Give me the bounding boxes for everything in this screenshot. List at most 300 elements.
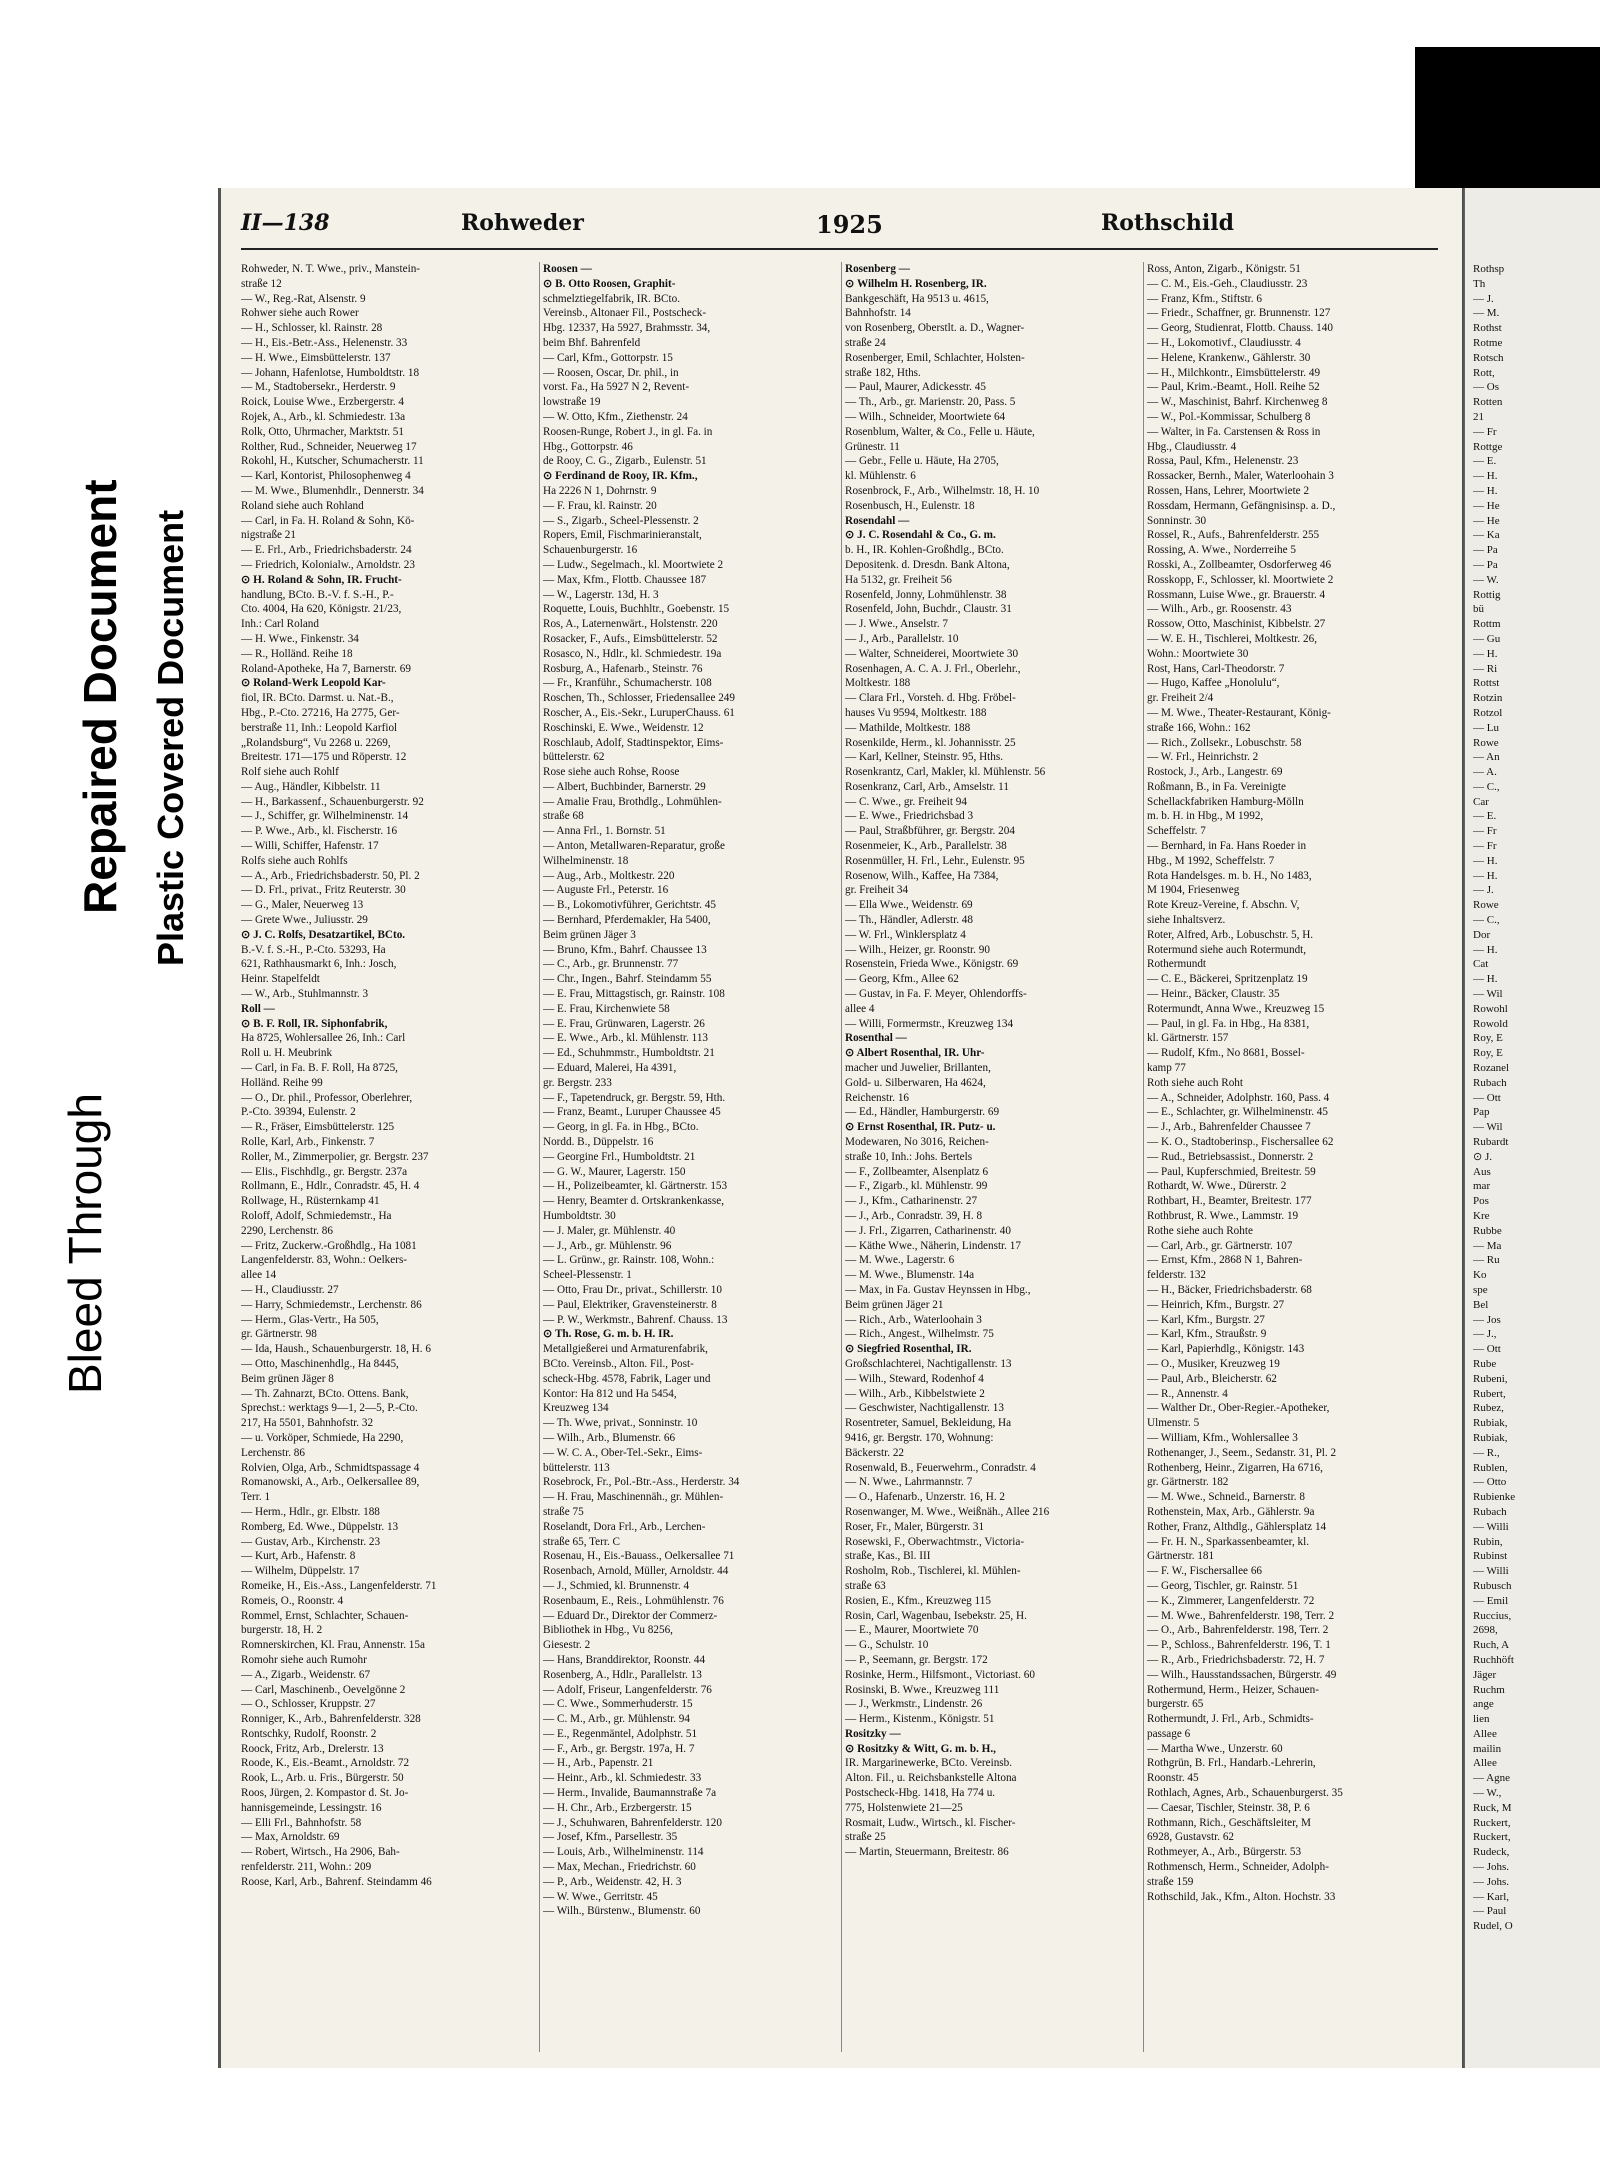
directory-page xyxy=(218,188,1468,2068)
directory-line: Rook, L., Arb. u. Fris., Bürgerstr. 50 xyxy=(241,1772,404,1785)
directory-line: 775, Holstenwiete 21—25 xyxy=(845,1801,963,1814)
directory-line: Rolk, Otto, Uhrmacher, Marktstr. 51 xyxy=(241,425,404,438)
next-page-fragment: Rothsp xyxy=(1473,263,1505,275)
directory-line: — Paul, Krim.-Beamt., Holl. Reihe 52 xyxy=(1147,381,1320,394)
directory-line: — O., Dr. phil., Professor, Oberlehrer, xyxy=(241,1091,413,1104)
next-page-fragment: — H. xyxy=(1473,484,1498,497)
directory-line: — G., Schulstr. 10 xyxy=(845,1639,929,1652)
directory-line: burgerstr. 18, H. 2 xyxy=(241,1624,323,1637)
directory-line: — C. Wwe., Sommerhuderstr. 15 xyxy=(543,1698,693,1711)
directory-line: — F., Zigarb., kl. Mühlenstr. 99 xyxy=(845,1180,988,1193)
directory-line: Ha 5132, gr. Freiheit 56 xyxy=(845,573,952,586)
directory-line: — E. Frl., Arb., Friedrichsbaderstr. 24 xyxy=(241,544,412,557)
directory-line: ⊙ Wilhelm H. Rosenberg, IR. xyxy=(845,277,987,290)
directory-line: Roonstr. 45 xyxy=(1147,1772,1199,1785)
directory-line: Ronniger, K., Arb., Bahrenfelderstr. 328 xyxy=(241,1713,421,1726)
directory-line: Roode, K., Eis.-Beamt., Arnoldstr. 72 xyxy=(241,1757,410,1770)
directory-line: Hbg., Claudiusstr. 4 xyxy=(1147,440,1237,453)
directory-line: — R., Holländ. Reihe 18 xyxy=(241,647,353,660)
directory-line: Rosenbrock, F., Arb., Wilhelmstr. 18, H. 10 xyxy=(845,484,1040,497)
directory-line: Rosholm, Rob., Tischlerei, kl. Mühlen- xyxy=(845,1565,1021,1578)
directory-line: Bankgeschäft, Ha 9513 u. 4615, xyxy=(845,292,989,305)
directory-line: Rosenhagen, A. C. A. J. Frl., Oberlehr., xyxy=(845,662,1021,675)
directory-line: — G. W., Maurer, Lagerstr. 150 xyxy=(543,1165,686,1178)
next-page-fragment: Allee xyxy=(1473,1727,1497,1740)
directory-line: — Georgine Frl., Humboldtstr. 21 xyxy=(543,1150,696,1163)
directory-line: Roschen, Th., Schlosser, Friedensallee 249 xyxy=(543,692,735,705)
directory-line: — Carl, in Fa. H. Roland & Sohn, Kö- xyxy=(241,514,415,527)
directory-line: — Heinr., Arb., kl. Schmiedestr. 33 xyxy=(543,1772,702,1785)
next-page-fragment: — Johs. xyxy=(1473,1861,1510,1874)
next-page-fragment: — J. xyxy=(1473,292,1494,305)
next-page-fragment: — R., xyxy=(1473,1446,1500,1459)
directory-line: — J., Schuhwaren, Bahrenfelderstr. 120 xyxy=(543,1816,722,1829)
directory-line: Rothmeyer, A., Arb., Bürgerstr. 53 xyxy=(1147,1846,1302,1859)
directory-line: Romberg, Ed. Wwe., Düppelstr. 13 xyxy=(241,1520,399,1533)
directory-line: Rote Kreuz-Vereine, f. Abschn. V, xyxy=(1147,899,1300,912)
directory-line: — Carl, Maschinenb., Oevelgönne 2 xyxy=(241,1683,406,1696)
directory-line: — Clara Frl., Vorsteh. d. Hbg. Fröbel- xyxy=(845,692,1016,705)
next-page-fragment: — C., xyxy=(1473,780,1500,793)
directory-line: Bibliothek in Hbg., Vu 8256, xyxy=(543,1624,673,1637)
next-page-fragment: — A. xyxy=(1473,766,1497,779)
directory-line: — Wilh., Arb., Blumenstr. 66 xyxy=(543,1431,676,1444)
directory-line: Gärtnerstr. 181 xyxy=(1147,1550,1215,1563)
directory-line: — Walther Dr., Ober-Regier.-Apotheker, xyxy=(1147,1402,1330,1415)
directory-line: — Max, in Fa. Gustav Heynssen in Hbg., xyxy=(845,1283,1031,1296)
directory-line: straße 68 xyxy=(543,810,584,823)
directory-line: Roser, Fr., Maler, Bürgerstr. 31 xyxy=(845,1520,985,1533)
next-page-fragment: — Ru xyxy=(1473,1254,1500,1267)
next-page-fragment: Rotten xyxy=(1473,396,1503,409)
directory-line: — D. Frl., privat., Fritz Reuterstr. 30 xyxy=(241,884,406,897)
directory-line: Roßmann, B., in Fa. Vereinigte xyxy=(1147,780,1287,793)
directory-line: Rosinski, B. Wwe., Kreuzweg 111 xyxy=(845,1683,1000,1696)
left-keyword: Rohweder xyxy=(461,210,584,236)
directory-line: — Wilh., Bürstenw., Blumenstr. 60 xyxy=(543,1905,701,1918)
directory-line: — Rud., Betriebsassist., Donnerstr. 2 xyxy=(1147,1150,1314,1163)
directory-line: — H. Wwe., Finkenstr. 34 xyxy=(241,632,359,645)
directory-line: — H., Eis.-Betr.-Ass., Helenenstr. 33 xyxy=(241,336,408,349)
directory-line: Alton. Fil., u. Reichsbankstelle Altona xyxy=(845,1772,1017,1785)
next-page-fragment: Rotsch xyxy=(1473,351,1504,364)
next-page-fragment: Rothst xyxy=(1473,322,1502,335)
directory-line: Rothardt, W. Wwe., Dürerstr. 2 xyxy=(1147,1180,1287,1193)
next-page-fragment: — Fr xyxy=(1473,840,1497,853)
next-page-fragment: Aus xyxy=(1473,1165,1491,1178)
directory-line: — H., Barkassenf., Schauenburgerstr. 92 xyxy=(241,795,424,808)
directory-line: — Gebr., Felle u. Häute, Ha 2705, xyxy=(845,455,999,468)
next-page-fragment: — E. xyxy=(1473,455,1497,468)
directory-line: — A., Schneider, Adolphstr. 160, Pass. 4 xyxy=(1147,1091,1330,1104)
directory-line: Kreuzweg 134 xyxy=(543,1402,609,1415)
directory-line: Roland siehe auch Rohland xyxy=(241,499,364,512)
directory-line: — Eduard Dr., Direktor der Commerz- xyxy=(543,1609,718,1622)
directory-line: lowstraße 19 xyxy=(543,396,601,409)
directory-line: Rolf siehe auch Rohlf xyxy=(241,766,339,779)
column-divider xyxy=(1143,262,1144,2052)
directory-line: Schellackfabriken Hamburg-Mölln xyxy=(1147,795,1304,808)
next-page-fragment: Rubach xyxy=(1473,1076,1507,1089)
next-page-fragment: Rube xyxy=(1473,1357,1497,1370)
next-page-fragment: Car xyxy=(1473,795,1489,808)
directory-line: Rothenstein, Max, Arb., Gählerstr. 9a xyxy=(1147,1505,1315,1518)
directory-line: — W., Reg.-Rat, Alsenstr. 9 xyxy=(241,292,366,305)
directory-line: straße 65, Terr. C xyxy=(543,1535,620,1548)
directory-line: 9416, gr. Bergstr. 170, Wohnung: xyxy=(845,1431,994,1444)
next-page-fragment: — Ma xyxy=(1473,1239,1502,1252)
directory-line: — Martin, Steuermann, Breitestr. 86 xyxy=(845,1846,1009,1859)
directory-line: Rokohl, H., Kutscher, Schumacherstr. 11 xyxy=(241,455,424,468)
directory-line: — Max, Arnoldstr. 69 xyxy=(241,1831,340,1844)
directory-line: Rothbrust, R. Wwe., Lammstr. 19 xyxy=(1147,1210,1299,1222)
directory-line: Rothmann, Rich., Geschäftsleiter, M xyxy=(1147,1816,1311,1829)
next-page-fragment: Rottm xyxy=(1473,618,1501,631)
directory-line: Ros, A., Laternenwärt., Holstenstr. 220 xyxy=(543,618,718,631)
directory-line: Terr. 1 xyxy=(241,1491,271,1504)
next-page-fragment: Rott, xyxy=(1473,366,1495,379)
directory-line: — H., Bäcker, Friedrichsbaderstr. 68 xyxy=(1147,1283,1312,1296)
directory-line: — C. E., Bäckerei, Spritzenplatz 19 xyxy=(1147,973,1308,986)
directory-line: Rojek, A., Arb., kl. Schmiedestr. 13a xyxy=(241,410,406,423)
next-page-fragment: — He xyxy=(1473,514,1500,527)
directory-line: P.-Cto. 39394, Eulenstr. 2 xyxy=(241,1106,356,1119)
next-page-fragment: Ruchhöft xyxy=(1473,1653,1514,1666)
directory-line: Ross, Anton, Zigarb., Königstr. 51 xyxy=(1147,263,1301,275)
directory-line: Rosenau, H., Eis.-Bauass., Oelkersallee 71 xyxy=(543,1550,735,1563)
next-page-fragment: — Wil xyxy=(1473,988,1503,1001)
next-page-fragment: spe xyxy=(1473,1283,1488,1296)
directory-line: Rolvien, Olga, Arb., Schmidtspassage 4 xyxy=(241,1461,420,1474)
directory-line: m. b. H. in Hbg., M 1992, xyxy=(1147,810,1264,823)
next-page-fragment: — M. xyxy=(1473,307,1500,320)
directory-line: Modewaren, No 3016, Reichen- xyxy=(845,1136,989,1149)
directory-line: — Henry, Beamter d. Ortskrankenkasse, xyxy=(543,1195,725,1208)
directory-line: — J., Arb., gr. Mühlenstr. 96 xyxy=(543,1239,672,1252)
next-page-fragment: Rubienke xyxy=(1473,1491,1516,1504)
directory-line: ⊙ Ferdinand de Rooy, IR. Kfm., xyxy=(543,470,698,483)
directory-line: — Paul, in gl. Fa. in Hbg., Ha 8381, xyxy=(1147,1017,1310,1030)
directory-line: Rotermundt, Anna Wwe., Kreuzweg 15 xyxy=(1147,1002,1325,1015)
directory-line: Rosenwanger, M. Wwe., Weißnäh., Allee 216 xyxy=(845,1505,1050,1518)
directory-line: — W. C. A., Ober-Tel.-Sekr., Eims- xyxy=(543,1446,703,1459)
directory-line: B.-V. f. S.-H., P.-Cto. 53293, Ha xyxy=(241,943,386,956)
directory-line: — Ed., Schuhmmstr., Humboldtstr. 21 xyxy=(543,1047,715,1060)
next-page-fragment: Ruckert, xyxy=(1473,1831,1511,1844)
directory-line: — J., Schmied, kl. Brunnenstr. 4 xyxy=(543,1579,690,1592)
directory-line: — J., Schiffer, gr. Wilhelminenstr. 14 xyxy=(241,810,409,823)
directory-line: — Karl, Kfm., Burgstr. 27 xyxy=(1147,1313,1265,1326)
directory-line: ⊙ J. C. Rolfs, Desatzartikel, BCto. xyxy=(241,928,406,941)
directory-line: Rothgrün, B. Frl., Handarb.-Lehrerin, xyxy=(1147,1757,1316,1770)
directory-line: — M. Wwe., Lagerstr. 6 xyxy=(845,1254,955,1267)
next-page-fragment: — Lu xyxy=(1473,721,1499,734)
directory-line: Rosenkilde, Herm., kl. Johannisstr. 25 xyxy=(845,736,1016,749)
black-corner-block xyxy=(1415,47,1600,197)
next-page-fragment: Rublen, xyxy=(1473,1461,1508,1474)
next-page-fragment: — Fr xyxy=(1473,825,1497,838)
directory-line: straße 24 xyxy=(845,336,886,349)
directory-line: „Rolandsburg“, Vu 2268 u. 2269, xyxy=(241,736,391,749)
directory-line: — M. Wwe., Blumenhdlr., Dennerstr. 34 xyxy=(241,484,424,497)
next-page-fragment: — E. xyxy=(1473,810,1497,823)
directory-line: — Anton, Metallwaren-Reparatur, große xyxy=(543,840,725,853)
directory-line: — Friedrich, Kolonialw., Arnoldstr. 23 xyxy=(241,558,415,571)
next-page-fragment: Rottig xyxy=(1473,588,1501,601)
directory-line: — N. Wwe., Lahrmannstr. 7 xyxy=(845,1476,973,1489)
plastic-covered-label: Plastic Covered Document xyxy=(150,509,191,966)
next-page-fragment: Kre xyxy=(1473,1210,1490,1222)
next-page-fragment: — W., xyxy=(1473,1787,1502,1800)
directory-line: Ha 2226 N 1, Dohrnstr. 9 xyxy=(543,484,657,497)
directory-line: straße, Kas., Bl. III xyxy=(845,1550,931,1563)
directory-line: — Herm., Invalide, Baumannstraße 7a xyxy=(543,1787,717,1800)
directory-line: Roll — xyxy=(241,1002,275,1015)
directory-line: — Carl, Arb., gr. Gärtnerstr. 107 xyxy=(1147,1239,1293,1252)
column-3 xyxy=(845,262,1141,1860)
directory-line: — M., Stadtobersekr., Herderstr. 9 xyxy=(241,381,396,394)
directory-line: vorst. Fa., Ha 5927 N 2, Revent- xyxy=(543,381,690,394)
directory-line: ⊙ Th. Rose, G. m. b. H. IR. xyxy=(543,1328,674,1341)
directory-line: — Amalie Frau, Brothdlg., Lohmühlen- xyxy=(543,795,722,808)
directory-line: Roscher, A., Eis.-Sekr., LuruperChauss. 61 xyxy=(543,706,735,719)
next-page-fragment: — Jos xyxy=(1473,1313,1501,1326)
directory-line: Ha 8725, Wohlersallee 26, Inh.: Carl xyxy=(241,1032,406,1045)
directory-line: — Aug., Händler, Kibbelstr. 11 xyxy=(241,780,381,793)
directory-line: Rossen, Hans, Lehrer, Moortwiete 2 xyxy=(1147,484,1310,497)
next-page-fragment: Rudeck, xyxy=(1473,1846,1510,1859)
directory-line: — Walter, Schneiderei, Moortwiete 30 xyxy=(845,647,1019,660)
next-page-fragment: Rubusch xyxy=(1473,1579,1512,1592)
directory-line: Rosenmüller, H. Frl., Lehr., Eulenstr. 95 xyxy=(845,854,1025,867)
directory-line: kl. Mühlenstr. 6 xyxy=(845,470,916,483)
directory-line: Rothenberg, Heinr., Zigarren, Ha 6716, xyxy=(1147,1461,1323,1474)
directory-line: — Gustav, Arb., Kirchenstr. 23 xyxy=(241,1535,381,1548)
directory-line: — H., Arb., Papenstr. 21 xyxy=(543,1757,654,1770)
directory-line: straße 12 xyxy=(241,277,282,290)
directory-line: Beim grünen Jäger 8 xyxy=(241,1372,334,1385)
directory-line: Rossmann, Luise Wwe., gr. Brauerstr. 4 xyxy=(1147,588,1326,601)
directory-line: — Bruno, Kfm., Bahrf. Chaussee 13 xyxy=(543,943,707,956)
directory-line: Rothlach, Agnes, Arb., Schauenburgerst. 35 xyxy=(1147,1787,1343,1800)
directory-line: fiol, IR. BCto. Darmst. u. Nat.-B., xyxy=(241,692,394,705)
directory-line: — P. W., Werkmstr., Bahrenf. Chauss. 13 xyxy=(543,1313,728,1326)
directory-line: Reichenstr. 16 xyxy=(845,1091,910,1104)
directory-line: beim Bhf. Bahrenfeld xyxy=(543,336,641,349)
directory-line: ⊙ B. F. Roll, IR. Siphonfabrik, xyxy=(241,1017,388,1030)
directory-line: Roosen-Runge, Robert J., in gl. Fa. in xyxy=(543,425,713,438)
directory-line: — Fr. H. N., Sparkassenbeamter, kl. xyxy=(1147,1535,1310,1548)
directory-line: — Franz, Kfm., Stiftstr. 6 xyxy=(1147,292,1262,305)
directory-line: — Mathilde, Moltkestr. 188 xyxy=(845,721,971,734)
directory-line: — F., Zollbeamter, Alsenplatz 6 xyxy=(845,1165,989,1178)
next-page-fragment: Ruchm xyxy=(1473,1683,1505,1696)
directory-line: — Eduard, Malerei, Ha 4391, xyxy=(543,1062,677,1075)
directory-line: — Wilhelm, Düppelstr. 17 xyxy=(241,1565,360,1578)
directory-line: — E., Regenmäntel, Adolphstr. 51 xyxy=(543,1727,698,1740)
next-page-fragment: — Os xyxy=(1473,381,1499,394)
next-page-fragment: Rubiak, xyxy=(1473,1431,1508,1444)
directory-line: Rota Handelsges. m. b. H., No 1483, xyxy=(1147,869,1312,882)
directory-line: — E., Schlachter, gr. Wilhelminenstr. 45 xyxy=(1147,1106,1328,1119)
directory-line: Rose siehe auch Rohse, Roose xyxy=(543,766,680,779)
next-page-fragment: Rottst xyxy=(1473,677,1500,690)
directory-line: Rosien, E., Kfm., Kreuzweg 115 xyxy=(845,1594,991,1607)
directory-line: scheck-Hbg. 4578, Fabrik, Lager und xyxy=(543,1372,711,1385)
directory-line: — J. Wwe., Anselstr. 7 xyxy=(845,618,948,631)
directory-line: Gold- u. Silberwaren, Ha 4624, xyxy=(845,1076,986,1089)
directory-line: Roick, Louise Wwe., Erzbergerstr. 4 xyxy=(241,396,405,409)
directory-line: — W., Maschinist, Bahrf. Kirchenweg 8 xyxy=(1147,396,1328,409)
directory-line: — W. Otto, Kfm., Ziethenstr. 24 xyxy=(543,410,688,423)
column-divider xyxy=(841,262,842,2052)
directory-line: Rosenbaum, E., Reis., Lohmühlenstr. 76 xyxy=(543,1594,724,1607)
directory-line: — E. Frau, Grünwaren, Lagerstr. 26 xyxy=(543,1017,705,1030)
directory-line: — R., Arb., Friedrichsbaderstr. 72, H. 7 xyxy=(1147,1653,1325,1666)
directory-line: — Adolf, Friseur, Langenfelderstr. 76 xyxy=(543,1683,712,1696)
directory-line: — J. Maler, gr. Mühlenstr. 40 xyxy=(543,1224,676,1237)
directory-line: Hbg. 12337, Ha 5927, Brahmsstr. 34, xyxy=(543,322,711,335)
next-page-fragment: Rubardt xyxy=(1473,1136,1509,1149)
directory-line: — Elis., Fischhdlg., gr. Bergstr. 237a xyxy=(241,1165,408,1178)
directory-line: — W. Frl., Winklersplatz 4 xyxy=(845,928,966,941)
directory-line: Inh.: Carl Roland xyxy=(241,618,319,631)
next-page-edge xyxy=(1465,188,1600,2068)
directory-line: — Ernst, Kfm., 2868 N 1, Bahren- xyxy=(1147,1254,1303,1267)
next-page-fragment: — Willi xyxy=(1473,1520,1509,1533)
directory-line: Rosenfeld, John, Buchdr., Claustr. 31 xyxy=(845,603,1012,616)
directory-line: berstraße 11, Inh.: Leopold Karfiol xyxy=(241,721,398,734)
directory-line: — R., Fräser, Eimsbüttelerstr. 125 xyxy=(241,1121,395,1134)
directory-line: Rothermund, Herm., Heizer, Schauen- xyxy=(1147,1683,1319,1696)
directory-line: — E. Frau, Kirchenwiete 58 xyxy=(543,1002,670,1015)
directory-line: Romohr siehe auch Rumohr xyxy=(241,1653,367,1666)
directory-line: — Geschwister, Nachtigallenstr. 13 xyxy=(845,1402,1004,1415)
directory-line: Giesestr. 2 xyxy=(543,1639,591,1652)
directory-line: — C., Arb., gr. Brunnenstr. 77 xyxy=(543,958,679,971)
next-page-fragment: — Pa xyxy=(1473,544,1498,557)
next-page-fragment: — Ka xyxy=(1473,529,1500,542)
directory-line: — Caesar, Tischler, Steinstr. 38, P. 6 xyxy=(1147,1801,1310,1814)
directory-line: — O., Schlosser, Kruppstr. 27 xyxy=(241,1698,376,1711)
directory-line: Rontschky, Rudolf, Roonstr. 2 xyxy=(241,1727,377,1740)
directory-line: gr. Gärtnerstr. 182 xyxy=(1147,1476,1229,1489)
next-page-fragment: — W. xyxy=(1473,573,1499,586)
directory-line: Rosendahl — xyxy=(845,514,910,527)
directory-line: Rosasco, N., Hdlr., kl. Schmiedestr. 19a xyxy=(543,647,722,660)
next-page-fragment: — Fr xyxy=(1473,425,1497,438)
directory-line: — J., Arb., Conradstr. 39, H. 8 xyxy=(845,1210,983,1222)
directory-line: — Wilh., Hausstandssachen, Bürgerstr. 49 xyxy=(1147,1668,1337,1681)
next-page-fragment: 2698, xyxy=(1473,1624,1498,1637)
directory-line: — H., Polizeibeamter, kl. Gärtnerstr. 153 xyxy=(543,1180,728,1193)
directory-line: Rohwer siehe auch Rower xyxy=(241,307,359,320)
directory-line: Romeike, H., Eis.-Ass., Langenfelderstr. 71 xyxy=(241,1579,437,1592)
directory-line: Ulmenstr. 5 xyxy=(1147,1417,1200,1430)
directory-line: straße 159 xyxy=(1147,1875,1194,1888)
directory-line: — Franz, Beamt., Luruper Chaussee 45 xyxy=(543,1106,721,1119)
directory-line: Rossa, Paul, Kfm., Helenenstr. 23 xyxy=(1147,455,1299,468)
next-page-fragment: Ko xyxy=(1473,1269,1487,1282)
directory-line: — J. Frl., Zigarren, Catharinenstr. 40 xyxy=(845,1224,1011,1237)
directory-line: gr. Bergstr. 233 xyxy=(543,1076,612,1089)
directory-line: kl. Gärtnerstr. 157 xyxy=(1147,1032,1229,1045)
directory-line: allee 14 xyxy=(241,1269,277,1282)
directory-line: — M. Wwe., Schneid., Barnerstr. 8 xyxy=(1147,1491,1305,1504)
directory-line: Beim grünen Jäger 3 xyxy=(543,928,636,941)
directory-line: — Wilh., Steward, Rodenhof 4 xyxy=(845,1372,984,1385)
directory-line: — F., Tapetendruck, gr. Bergstr. 59, Hth. xyxy=(543,1091,726,1104)
directory-line: — Paul, Kupferschmied, Breitestr. 59 xyxy=(1147,1165,1316,1178)
directory-line: — Martha Wwe., Unzerstr. 60 xyxy=(1147,1742,1283,1755)
directory-line: — H., Schlosser, kl. Rainstr. 28 xyxy=(241,322,383,335)
directory-line: — A., Zigarb., Weidenstr. 67 xyxy=(241,1668,371,1681)
bleed-through-label: Bleed Through xyxy=(59,1093,111,1394)
directory-line: — F. Frau, kl. Rainstr. 20 xyxy=(543,499,657,512)
next-page-fragment: Cat xyxy=(1473,958,1489,971)
directory-line: straße 75 xyxy=(543,1505,584,1518)
directory-line: Roselandt, Dora Frl., Arb., Lerchen- xyxy=(543,1520,706,1533)
directory-line: — Ida, Haush., Schauenburgerstr. 18, H. 6 xyxy=(241,1343,431,1356)
directory-line: — Grete Wwe., Juliusstr. 29 xyxy=(241,914,368,927)
directory-line: Hbg., Gottorpstr. 46 xyxy=(543,440,633,453)
directory-line: — Herm., Glas-Vertr., Ha 505, xyxy=(241,1313,379,1326)
directory-line: Rosenstein, Frieda Wwe., Königstr. 69 xyxy=(845,958,1019,971)
next-page-fragment: Rowe xyxy=(1473,899,1499,912)
directory-line: Roll u. H. Meubrink xyxy=(241,1047,333,1060)
directory-line: gr. Freiheit 34 xyxy=(845,884,909,897)
directory-line: ⊙ Albert Rosenthal, IR. Uhr- xyxy=(845,1047,985,1060)
directory-line: Rositzky — xyxy=(845,1727,901,1740)
next-page-fragment: Roy, E xyxy=(1473,1032,1503,1045)
directory-line: handlung, BCto. B.-V. f. S.-H., P.- xyxy=(241,588,394,601)
directory-line: Rosski, A., Zollbeamter, Osdorferweg 46 xyxy=(1147,558,1332,571)
directory-line: Depositenk. d. Dresdn. Bank Altona, xyxy=(845,558,1010,571)
next-page-fragment: Rudel, O xyxy=(1473,1920,1513,1933)
directory-line: — S., Zigarb., Scheel-Plessenstr. 2 xyxy=(543,514,699,527)
next-page-fragment: — J. xyxy=(1473,884,1494,897)
directory-line: Breitestr. 171—175 und Röperstr. 12 xyxy=(241,751,407,764)
directory-line: Rollwage, H., Rüsternkamp 41 xyxy=(241,1195,380,1208)
directory-line: — P., Arb., Weidenstr. 42, H. 3 xyxy=(543,1875,682,1888)
directory-line: Roos, Jürgen, 2. Kompastor d. St. Jo- xyxy=(241,1787,409,1800)
directory-line: kamp 77 xyxy=(1147,1062,1186,1075)
directory-line: straße 63 xyxy=(845,1579,886,1592)
directory-line: Rosenbach, Arnold, Müller, Arnoldstr. 44 xyxy=(543,1565,729,1578)
directory-line: — J., Kfm., Catharinenstr. 27 xyxy=(845,1195,978,1208)
next-page-fragment: — H. xyxy=(1473,470,1498,483)
directory-line: Rosin, Carl, Wagenbau, Isebekstr. 25, H. xyxy=(845,1609,1027,1622)
directory-line: — Albert, Buchbinder, Barnerstr. 29 xyxy=(543,780,706,793)
directory-line: 621, Rathhausmarkt 6, Inh.: Josch, xyxy=(241,958,397,971)
directory-line: nigstraße 21 xyxy=(241,529,296,542)
directory-line: Roock, Fritz, Arb., Drelerstr. 13 xyxy=(241,1742,384,1755)
next-page-fragment: Allee xyxy=(1473,1757,1497,1770)
directory-line: — Otto, Frau Dr., privat., Schillerstr. 10 xyxy=(543,1283,722,1296)
directory-line: Rotermund siehe auch Rotermundt, xyxy=(1147,943,1307,956)
directory-line: Rosentreter, Samuel, Bekleidung, Ha xyxy=(845,1417,1012,1430)
next-page-fragment: Rubiak, xyxy=(1473,1417,1508,1430)
column-2 xyxy=(543,262,839,1919)
directory-line: Wohn.: Moortwiete 30 xyxy=(1147,647,1249,660)
directory-line: — C. M., Arb., gr. Mühlenstr. 94 xyxy=(543,1713,690,1726)
next-page-fragment: Rubin, xyxy=(1473,1535,1503,1548)
directory-line: Rosskopp, F., Schlosser, kl. Moortwiete 2 xyxy=(1147,573,1334,586)
directory-line: — W. E. H., Tischlerei, Moltkestr. 26, xyxy=(1147,632,1317,645)
directory-line: Sprechst.: werktags 9—1, 2—5, P.-Cto. xyxy=(241,1402,418,1415)
directory-line: — P., Seemann, gr. Bergstr. 172 xyxy=(845,1653,988,1666)
directory-line: — Kurt, Arb., Hafenstr. 8 xyxy=(241,1550,356,1563)
